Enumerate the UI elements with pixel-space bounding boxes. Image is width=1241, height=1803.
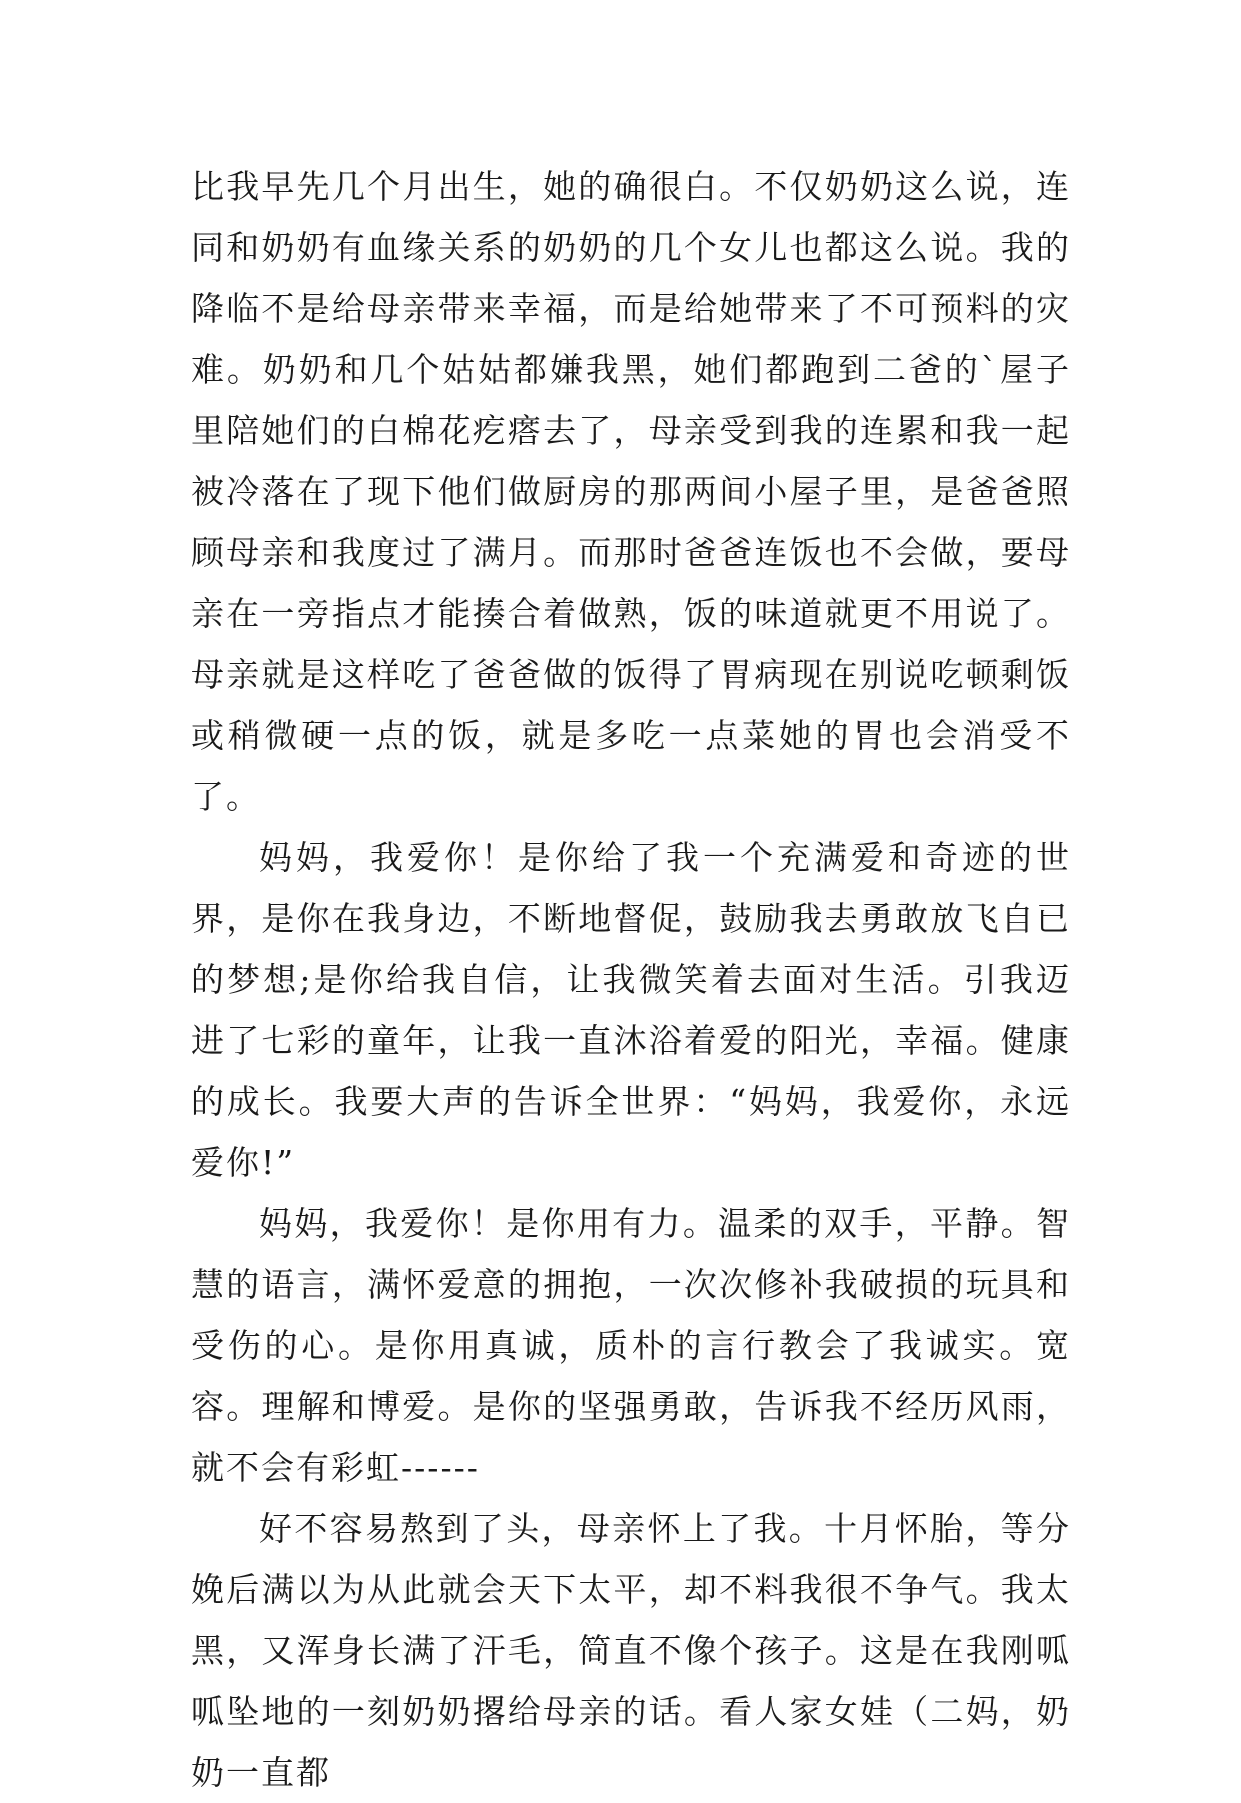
paragraph-4: 好不容易熬到了头，母亲怀上了我。十月怀胎，等分娩后满以为从此就会天下太平，却不料我很不争气。我太黑，又浑身长满了汗毛，简直不像个孩子。这是在我刚呱呱坠地的一刻奶奶撂给母亲的话。看人家女娃（二妈，奶奶一直都 <box>191 1509 1071 1792</box>
paragraph-3: 妈妈，我爱你！是你用有力。温柔的双手，平静。智慧的语言，满怀爱意的拥抱，一次次修补我破损的玩具和受伤的心。是你用真诚，质朴的言行教会了我诚实。宽容。理解和博爱。是你的坚强勇敢，告诉我不经历风雨，就不会有彩虹------ <box>191 1204 1071 1487</box>
paragraph-1: 比我早先几个月出生，她的确很白。不仅奶奶这么说，连同和奶奶有血缘关系的奶奶的几个女儿也都这么说。我的降临不是给母亲带来幸福，而是给她带来了不可预料的灾难。奶奶和几个姑姑都嫌我黑，她们都跑到二爸的`屋子里陪她们的白棉花疙瘩去了，母亲受到我的连累和我一起被冷落在了现下他们做厨房的那两间小屋子里，是爸爸照顾母亲和我度过了满月。而那时爸爸连饭也不会做，要母亲在一旁指点才能揍合着做熟，饭的味道就更不用说了。母亲就是这样吃了爸爸做的饭得了胃病现在别说吃顿剩饭或稍微硬一点的饭，就是多吃一点菜她的胃也会消受不了。 <box>191 167 1071 816</box>
document-body <box>191 156 1071 1803</box>
paragraph-2: 妈妈，我爱你！是你给了我一个充满爱和奇迹的世界，是你在我身边，不断地督促，鼓励我去勇敢放飞自已的梦想;是你给我自信，让我微笑着去面对生活。引我迈进了七彩的童年，让我一直沐浴着爱的阳光，幸福。健康的成长。我要大声的告诉全世界：“妈妈，我爱你，永远爱你!” <box>191 838 1071 1182</box>
